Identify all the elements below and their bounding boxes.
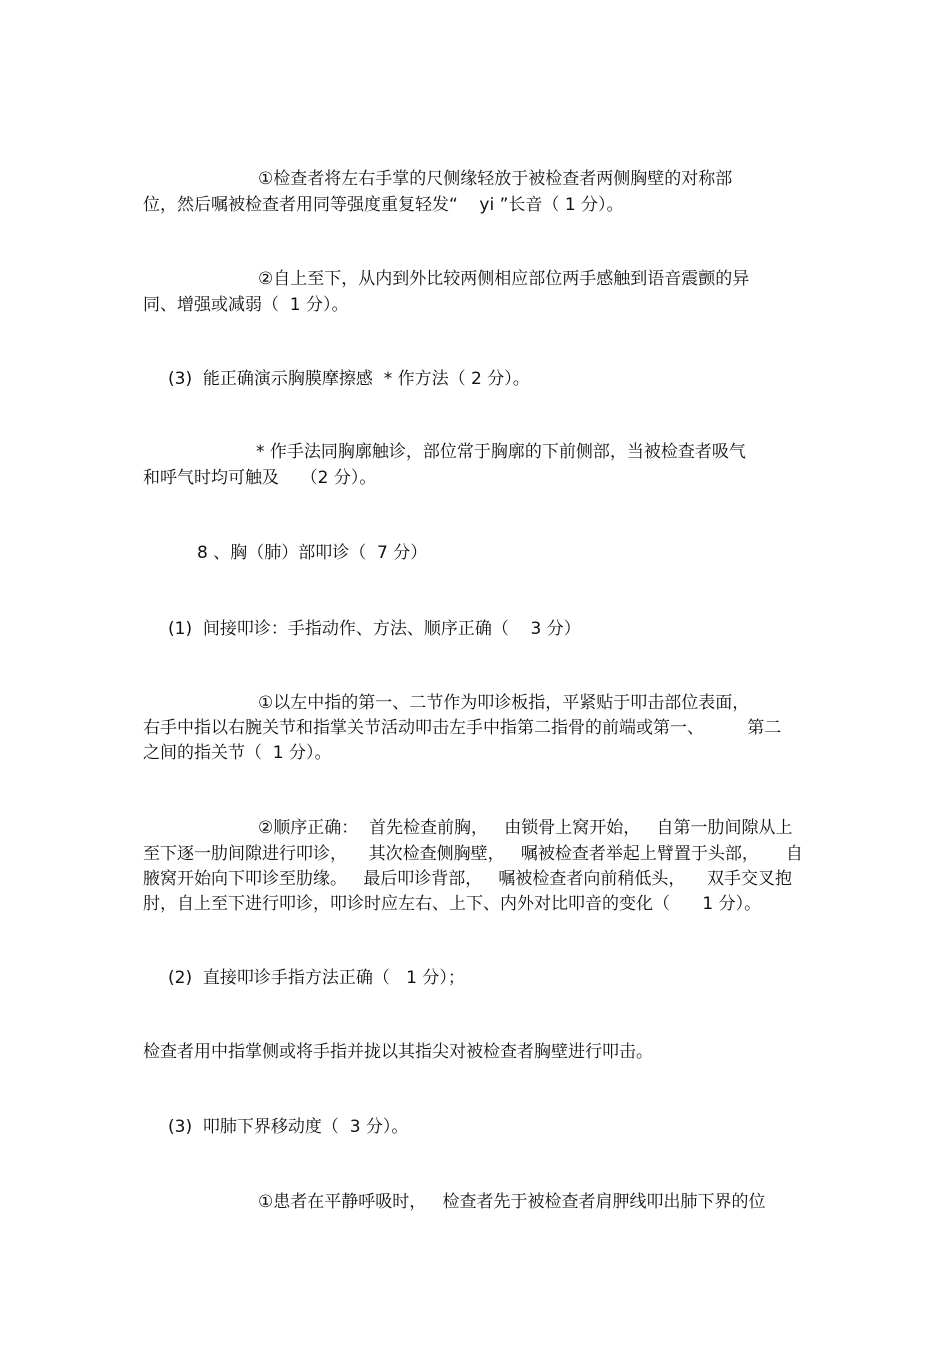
paragraph-4-line-1: * 作手法同胸廓触诊，部位常于胸廓的下前侧部，当被检查者吸气 <box>256 442 746 462</box>
paragraph-1-line-2: 位，然后嘱被检查者用同等强度重复轻发“ yi ”长音（ 1 分）。 <box>143 195 624 215</box>
paragraph-4-line-2: 和呼气时均可触及 （2 分）。 <box>143 468 377 488</box>
paragraph-1-line-1: ①检查者将左右手掌的尺侧缘轻放于被检查者两侧胸壁的对称部 <box>258 169 733 189</box>
paragraph-2-line-1: ②自上至下，从内到外比较两侧相应部位两手感触到语音震颤的异 <box>258 269 750 289</box>
paragraph-7-line-3: 之间的指关节（ 1 分）。 <box>143 743 332 763</box>
paragraph-7-line-2: 右手中指以右腕关节和指掌关节活动叩击左手中指第二指骨的前端或第一、 第二 <box>143 718 782 738</box>
section-heading-8: 8 、胸（肺）部叩诊（ 7 分） <box>197 543 428 563</box>
paragraph-8-line-4: 肘，自上至下进行叩诊，叩诊时应左右、上下、内外对比叩音的变化（ 1 分）。 <box>143 894 762 914</box>
paragraph-10-line-1: 检查者用中指掌侧或将手指并拢以其指尖对被检查者胸壁进行叩击。 <box>143 1042 653 1062</box>
paragraph-8-line-2: 至下逐一肋间隙进行叩诊， 其次检查侧胸壁， 嘱被检查者举起上臂置于头部， 自 <box>143 844 803 864</box>
paragraph-2-line-2: 同、增强或减弱（ 1 分）。 <box>143 295 349 315</box>
paragraph-7-line-1: ①以左中指的第一、二节作为叩诊板指，平紧贴于叩击部位表面， <box>258 693 750 713</box>
subheading-2: (2) 直接叩诊手指方法正确（ 1 分）； <box>168 968 465 988</box>
subheading-3b: (3) 叩肺下界移动度（ 3 分）。 <box>168 1117 409 1137</box>
paragraph-12-line-1: ①患者在平静呼吸时， 检查者先于被检查者肩胛线叩出肺下界的位 <box>258 1192 766 1212</box>
subheading-3: (3) 能正确演示胸膜摩擦感 * 作方法（ 2 分）。 <box>168 369 530 389</box>
paragraph-8-line-1: ②顺序正确： 首先检查前胸， 由锁骨上窝开始， 自第一肋间隙从上 <box>258 818 793 838</box>
paragraph-8-line-3: 腋窝开始向下叩诊至肋缘。 最后叩诊背部， 嘱被检查者向前稍低头， 双手交叉抱 <box>143 869 793 889</box>
subheading-1: (1) 间接叩诊：手指动作、方法、顺序正确（ 3 分） <box>168 619 581 639</box>
